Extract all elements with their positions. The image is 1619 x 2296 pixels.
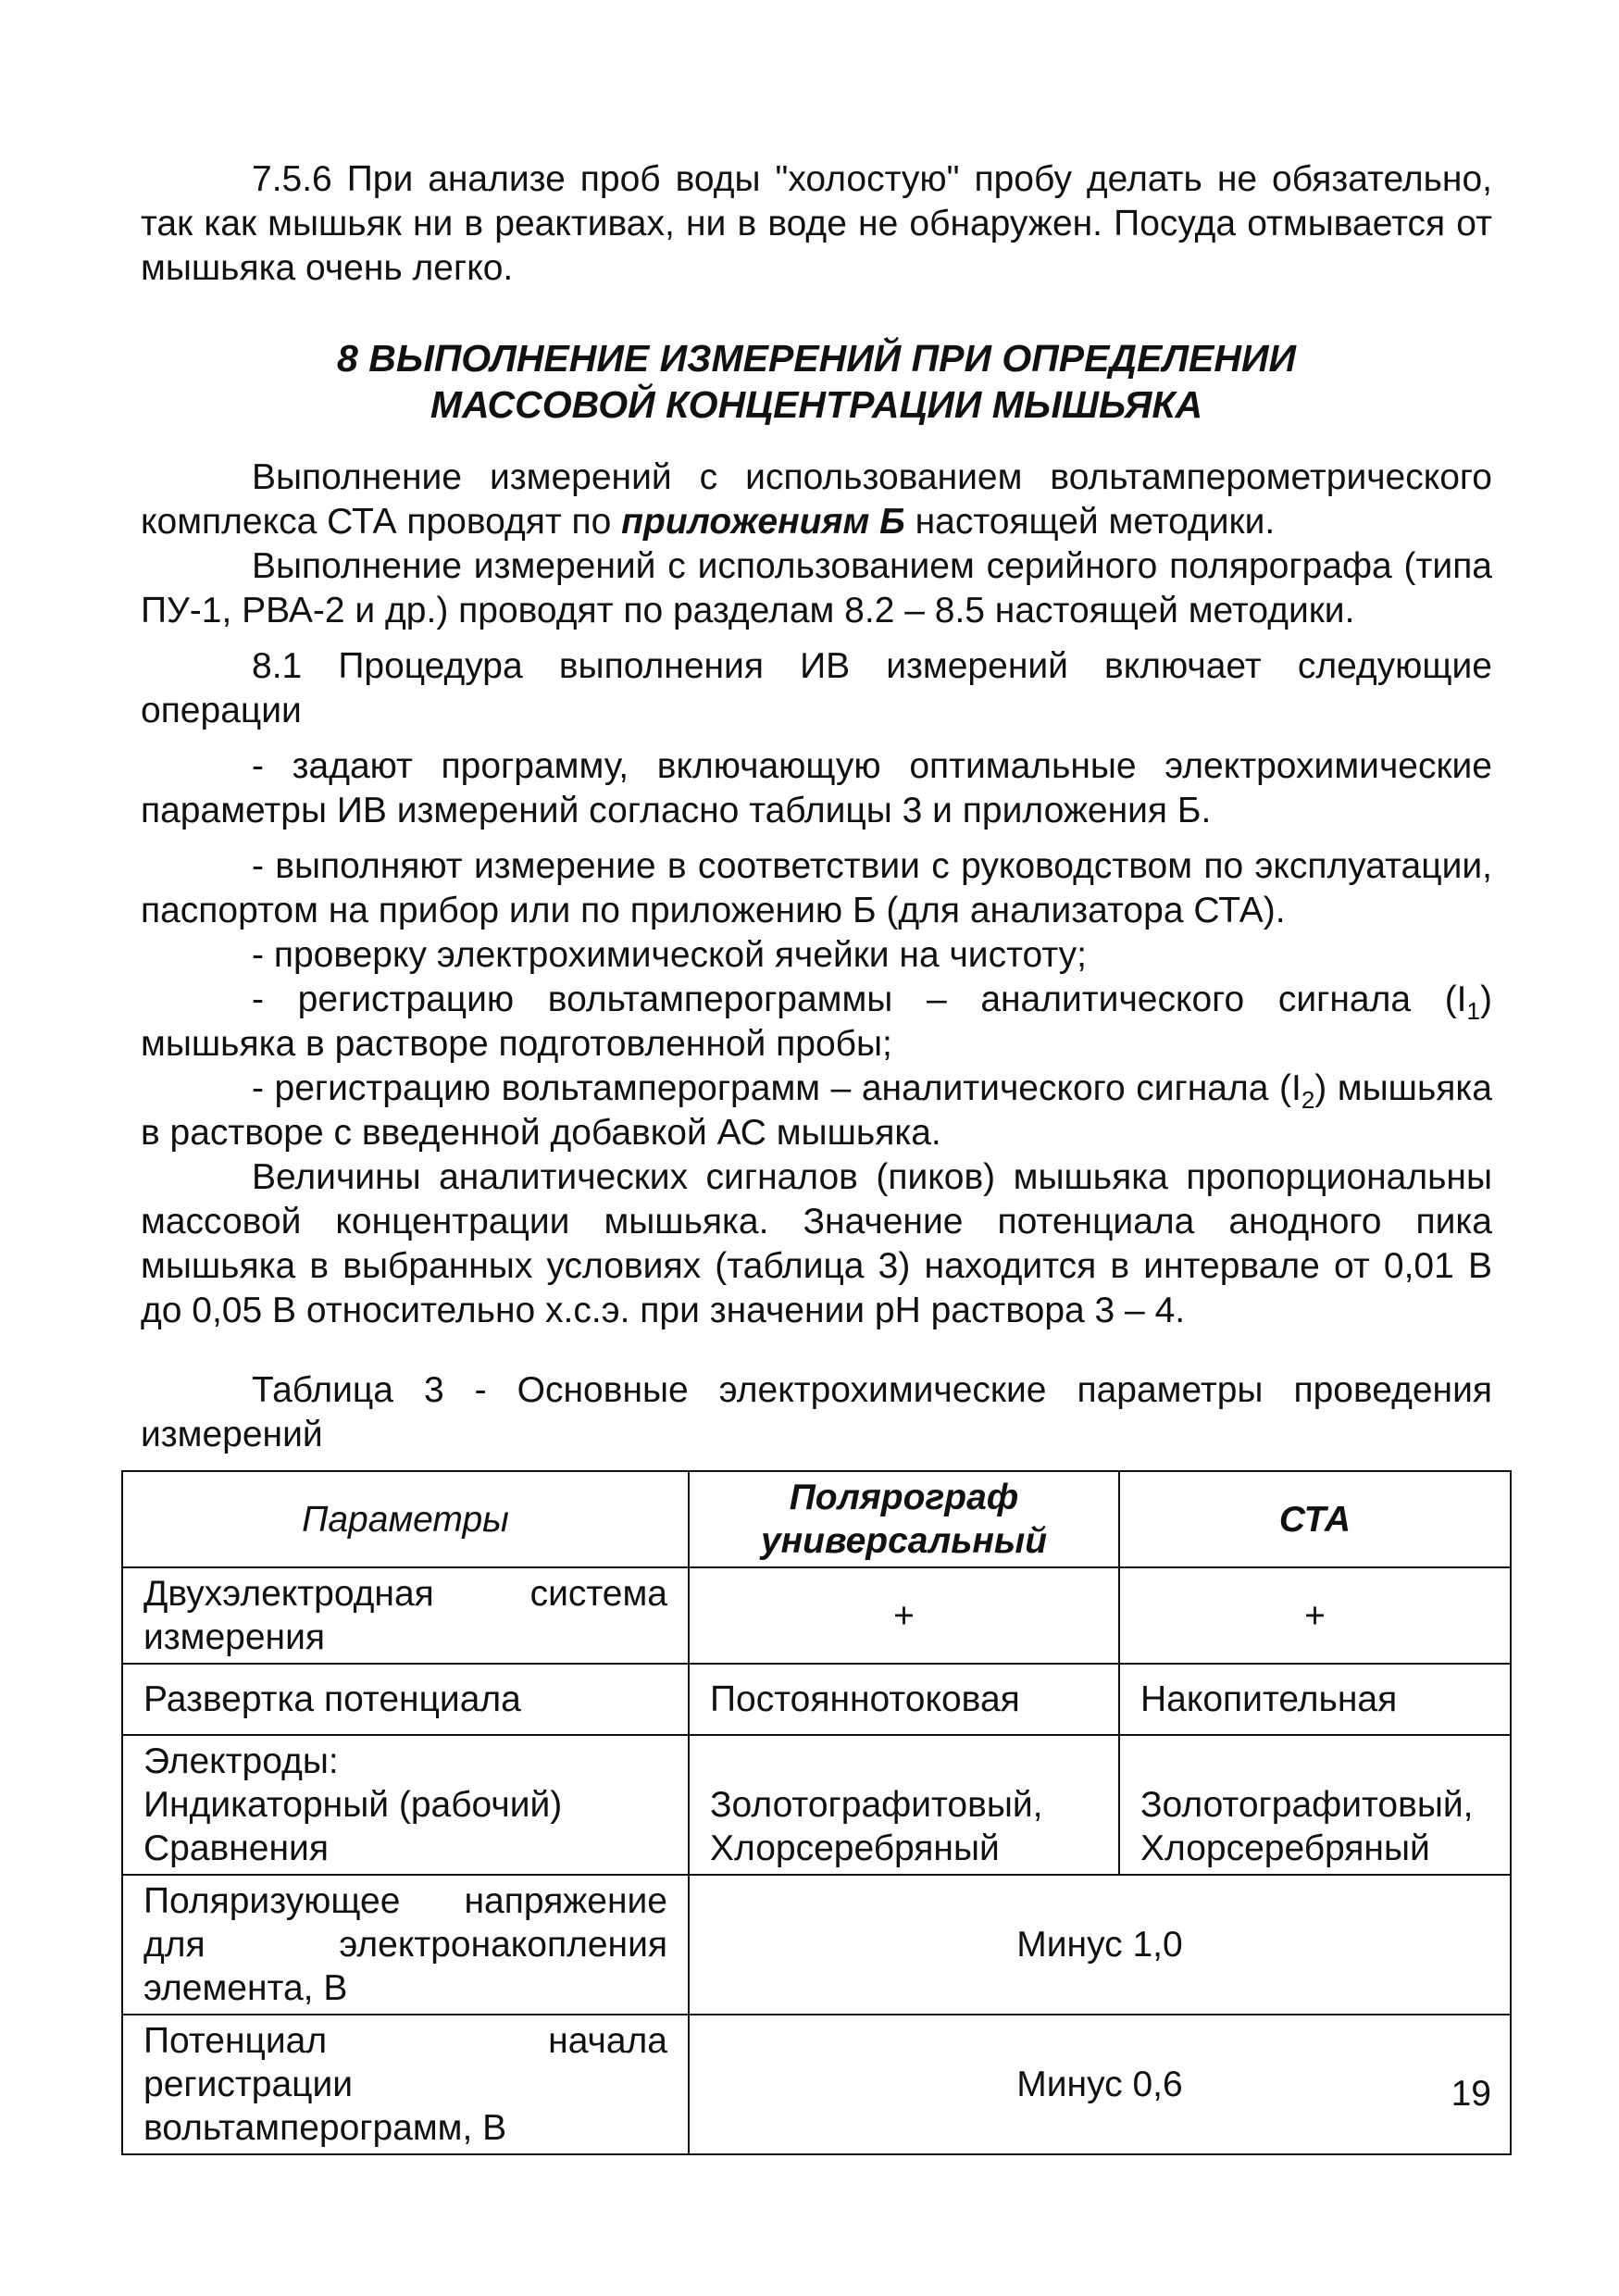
table-row — [122, 1664, 1511, 1735]
cell-sta — [1119, 1735, 1511, 1875]
subscript: 1 — [1466, 996, 1480, 1025]
cell-value: Минус 1,0 — [689, 1875, 1511, 2015]
reference-electrode-label: Сравнения — [143, 1828, 329, 1868]
appendix-reference: приложениям Б — [621, 502, 905, 542]
text: ) мышьяка в растворе с введенной добавкой АС мышьяка. — [141, 1068, 1492, 1153]
cell-polarograph: Постояннотоковая — [689, 1664, 1119, 1735]
paragraph-peak-values: Величины аналитических сигналов (пиков) мышьяка пропорциональны массовой концентрации мышьяка. Значение потенциала анодного пика мышьяка в выбранных условиях (таблица 3) находится в интервале от 0,01 В до 0,05 В относительно х.с.э. при значении рН раствора 3 – 4. — [141, 1157, 1492, 1330]
paragraph-7-5-6: 7.5.6 При анализе проб воды "холостую" пробу делать не обязательно, так как мышьяк ни в реактивах, ни в воде не обнаружен. Посуда отмывается от мышьяка очень легко. — [141, 159, 1492, 288]
cell-parameter: Развертка потенциала — [122, 1664, 689, 1735]
cell-sta: Накопительная — [1119, 1664, 1511, 1735]
table-row — [122, 1567, 1511, 1664]
cell-parameter: Поляризующее напряжение для электронакопления элемента, В — [122, 1875, 689, 2015]
parameters-table — [121, 1470, 1512, 2155]
indicator-electrode-value: Золотографитовый, — [1140, 1785, 1474, 1825]
section-title-line-1: 8 ВЫПОЛНЕНИЕ ИЗМЕРЕНИЙ ПРИ ОПРЕДЕЛЕНИИ — [337, 337, 1296, 380]
subscript: 2 — [1301, 1085, 1315, 1114]
paragraph-8-1: 8.1 Процедура выполнения ИВ измерений включает следующие операции — [141, 646, 1492, 730]
list-item-program: - задают программу, включающую оптимальные электрохимические параметры ИВ измерений согласно таблицы 3 и приложения Б. — [141, 746, 1492, 830]
document-page — [141, 157, 1492, 2155]
header-polarograph: Полярограф универсальный — [689, 1471, 1119, 1567]
text: ) мышьяка в растворе подготовленной пробы; — [141, 980, 1492, 1064]
table-caption: Таблица 3 - Основные электрохимические параметры проведения измерений — [141, 1370, 1492, 1454]
list-item-registration-1 — [141, 978, 1492, 1067]
list-item-measurement: - выполняют измерение в соответствии с руководством по эксплуатации, паспортом на прибор или по приложению Б (для анализатора СТА). — [141, 846, 1492, 930]
reference-electrode-value: Хлорсеребряный — [710, 1828, 1000, 1868]
reference-electrode-value: Хлорсеребряный — [1140, 1828, 1430, 1868]
table-row — [122, 2015, 1511, 2154]
cell-value: Минус 0,6 — [689, 2015, 1511, 2154]
table-row — [122, 1875, 1511, 2015]
electrodes-label: Электроды: — [143, 1741, 339, 1781]
page-number: 19 — [1451, 2074, 1491, 2114]
cell-parameter: Двухэлектродная система измерения — [122, 1567, 689, 1664]
header-parameters: Параметры — [122, 1471, 689, 1567]
cell-parameter: Потенциал начала регистрации вольтамперограмм, В — [122, 2015, 689, 2154]
cell-sta: + — [1119, 1567, 1511, 1664]
text: - регистрацию вольтамперограмм – аналитического сигнала (I — [252, 1068, 1301, 1108]
text: настоящей методики. — [904, 502, 1276, 542]
text: Выполнение измерений с использованием вольтамперометрического комплекса СТА проводят по — [141, 457, 1492, 542]
indicator-electrode-value: Золотографитовый, — [710, 1785, 1043, 1825]
header-sta: СТА — [1119, 1471, 1511, 1567]
list-item-registration-2 — [141, 1067, 1492, 1155]
cell-polarograph: + — [689, 1567, 1119, 1664]
indicator-electrode-label: Индикаторный (рабочий) — [143, 1785, 563, 1825]
cell-parameter — [122, 1735, 689, 1875]
paragraph-sta-measurements — [141, 455, 1492, 544]
section-title-line-2: МАССОВОЙ КОНЦЕНТРАЦИИ МЫШЬЯКА — [430, 383, 1203, 426]
section-title — [141, 335, 1492, 428]
table-row — [122, 1735, 1511, 1875]
list-item-cell-check: - проверку электрохимической ячейки на чистоту; — [252, 935, 1087, 975]
text: - регистрацию вольтамперограммы – аналитического сигнала (I — [252, 980, 1467, 1019]
cell-polarograph — [689, 1735, 1119, 1875]
paragraph-polarograph-measurements: Выполнение измерений с использованием серийного полярографа (типа ПУ-1, РВА-2 и др.) проводят по разделам 8.2 – 8.5 настоящей методики. — [141, 546, 1492, 630]
table-header-row — [122, 1471, 1511, 1567]
